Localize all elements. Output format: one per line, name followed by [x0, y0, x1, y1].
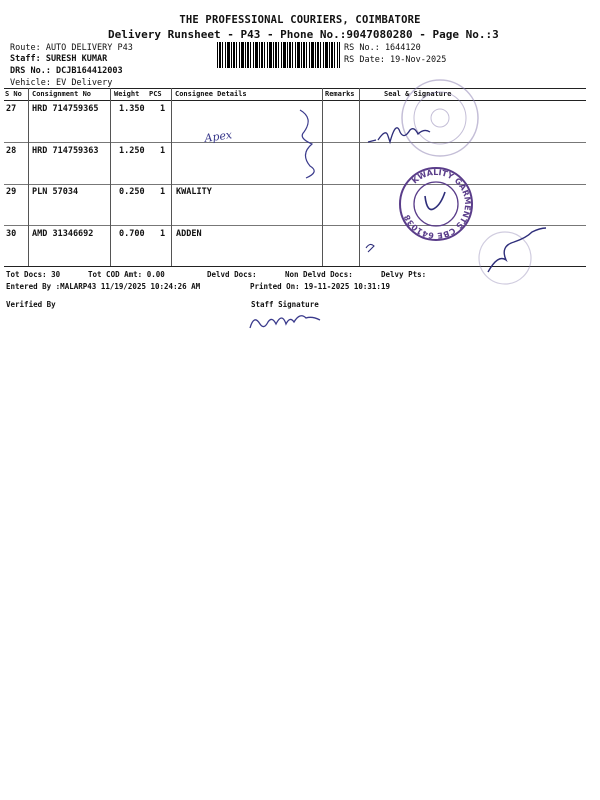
row-consignment: HRD 714759365 [32, 104, 99, 114]
row-consignee: ADDEN [176, 229, 202, 239]
total-cod: Tot COD Amt: 0.00 [88, 270, 165, 279]
row-pcs: 1 [160, 229, 166, 239]
col-header-seal: Seal & Signature [384, 90, 452, 98]
row-pcs: 1 [160, 187, 166, 197]
route-label: Route: AUTO DELIVERY P43 [10, 43, 133, 53]
row-sno: 28 [6, 146, 17, 156]
row-sno: 27 [6, 104, 17, 114]
col-header-remarks: Remarks [325, 90, 355, 98]
row-pcs: 1 [160, 146, 166, 156]
handwritten-note: Apex [203, 128, 233, 145]
brace-scribble [300, 110, 314, 178]
row-consignment: AMD 31346692 [32, 229, 94, 239]
rs-number: RS No.: 1644120 [344, 43, 421, 53]
staff-signature [250, 316, 320, 328]
stamp-text: KWALITY GARMENTS CBE 641038 [402, 167, 473, 241]
faded-stamp [402, 80, 478, 156]
row-consignment: HRD 714759363 [32, 146, 99, 156]
row-weight: 1.250 [119, 146, 145, 156]
printed-on: Printed On: 19-11-2025 10:31:19 [250, 282, 390, 291]
runsheet-subtitle: Delivery Runsheet - P43 - Phone No.:9047080280 - Page No.:3 [108, 28, 499, 41]
col-header-weight: Weight [114, 90, 140, 98]
vehicle-label: Vehicle: EV Delivery [10, 78, 113, 88]
tick-mark [368, 140, 376, 142]
total-docs: Tot Docs: 30 [6, 270, 61, 279]
staff-label: Staff: SURESH KUMAR [10, 54, 108, 64]
row-pcs: 1 [160, 104, 166, 114]
tick-mark-row30 [366, 244, 374, 252]
kwality-stamp [400, 168, 472, 240]
drs-label: DRS No.: DCJB164412003 [10, 66, 123, 76]
col-header-consignee: Consignee Details [175, 90, 247, 98]
entered-by: Entered By :MALARP43 11/19/2025 10:24:26 AM [6, 282, 201, 291]
staff-signature-label: Staff Signature [251, 300, 319, 309]
verified-by: Verified By [6, 300, 56, 309]
col-header-pcs: PCS [149, 90, 162, 98]
col-header-consignment: Consignment No [32, 90, 92, 98]
row-consignment: PLN 57034 [32, 187, 79, 197]
row-weight: 1.350 [119, 104, 145, 114]
company-title: THE PROFESSIONAL COURIERS, COIMBATORE [179, 14, 421, 26]
non-delivered-docs: Non Delvd Docs: [285, 270, 353, 279]
rs-date: RS Date: 19-Nov-2025 [344, 55, 447, 65]
row-sno: 30 [6, 229, 17, 239]
delivered-docs: Delvd Docs: [207, 270, 257, 279]
row-sno: 29 [6, 187, 17, 197]
col-header-sno: S No [5, 90, 22, 98]
delivery-points: Delvy Pts: [381, 270, 427, 279]
row-consignee: KWALITY [176, 187, 212, 197]
row-weight: 0.700 [119, 229, 145, 239]
row-weight: 0.250 [119, 187, 145, 197]
